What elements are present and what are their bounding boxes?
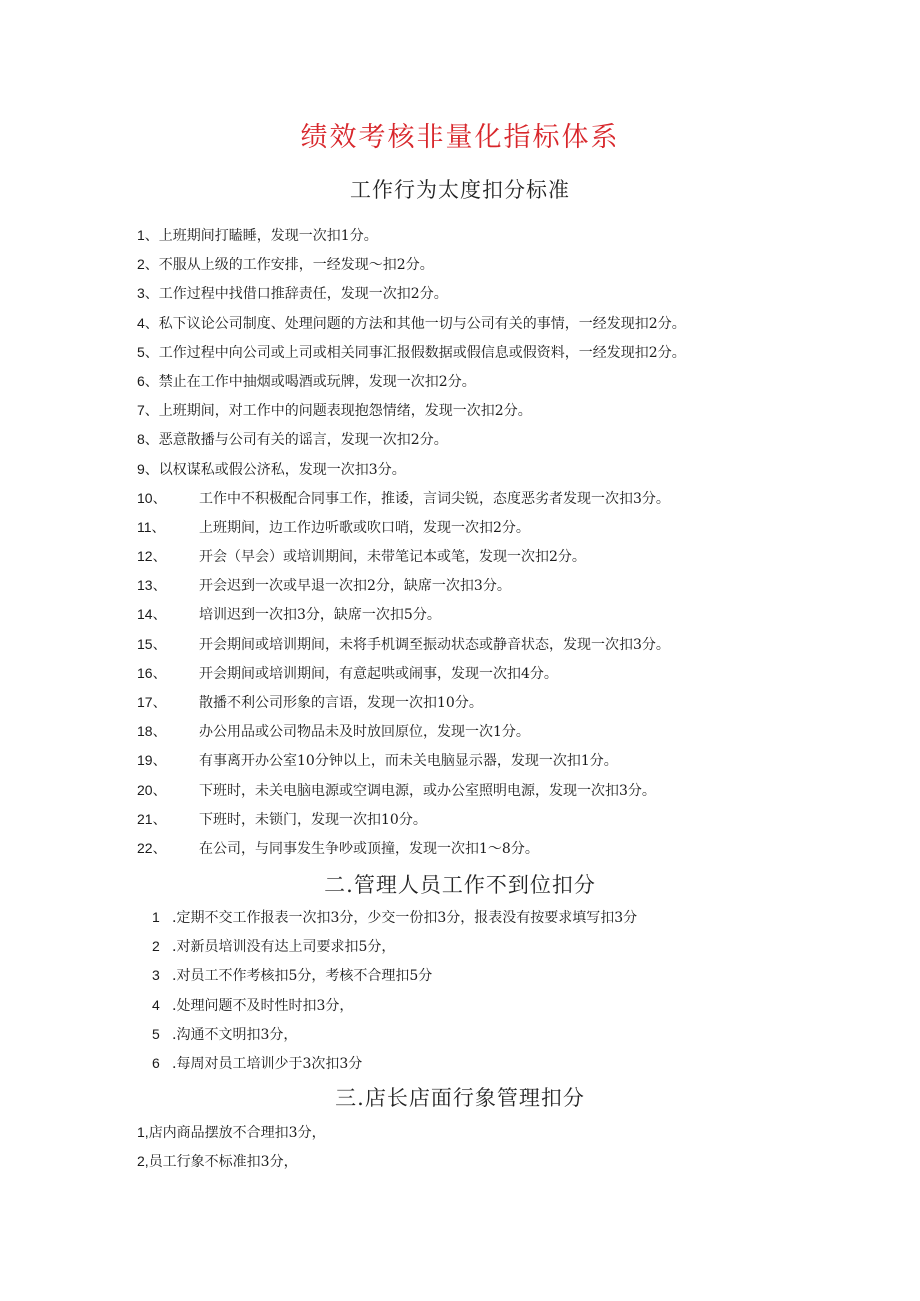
- item-text: .定期不交工作报表一次扣3分，少交一份扣3分，报表没有按要求填写扣3分: [172, 910, 638, 926]
- item-number: 15、: [137, 635, 167, 652]
- item-number: 1,: [137, 1124, 149, 1140]
- item-text: 开会（早会）或培训期间，未带笔记本或笔，发现一次扣2分。: [199, 549, 586, 566]
- item-number: 2: [152, 938, 160, 955]
- item-number: 7、: [137, 402, 159, 419]
- item-number: 8、: [137, 431, 159, 448]
- item-text: 开会期间或培训期间，有意起哄或闹事，发现一次扣4分。: [199, 665, 558, 682]
- list-item: [152, 991, 892, 1020]
- item-number: 4: [152, 996, 160, 1013]
- item-number: 2,: [137, 1153, 149, 1170]
- list-item: [152, 1049, 892, 1078]
- list-item: [137, 513, 897, 542]
- item-text: 恶意散播与公司有关的谣言，发现一次扣2分。: [158, 432, 448, 449]
- item-text: 开会期间或培训期间，未将手机调至振动状态或静音状态，发现一次扣3分。: [199, 636, 670, 653]
- list-item: [137, 1118, 877, 1147]
- item-number: 9、: [137, 460, 159, 477]
- item-text: 私下议论公司制度、处理问题的方法和其他一切与公司有关的事情，一经发现扣2分。: [158, 315, 686, 332]
- document-title: 绩效考核非量化指标体系: [300, 122, 620, 153]
- item-text: .处理问题不及时性时扣3分，: [172, 997, 354, 1014]
- list-item: [137, 600, 897, 629]
- item-number: 2、: [137, 256, 159, 273]
- list-item: [152, 1020, 892, 1049]
- item-number: 6: [152, 1054, 160, 1071]
- list-item: [137, 279, 897, 308]
- list-item: [137, 805, 897, 834]
- item-number: 14、: [137, 606, 167, 623]
- item-number: 16、: [137, 664, 167, 681]
- item-number: 21、: [137, 810, 167, 827]
- item-text: 开会迟到一次或早退一次扣2分，缺席一次扣3分。: [199, 578, 511, 595]
- section1-list: [137, 221, 897, 863]
- list-item: [137, 1147, 877, 1176]
- list-item: [137, 776, 897, 805]
- item-text: .沟通不文明扣3分，: [172, 1026, 298, 1043]
- item-number: 11、: [137, 518, 166, 535]
- item-number: 20、: [137, 781, 167, 798]
- list-item: [137, 425, 897, 454]
- list-item: [137, 250, 897, 279]
- list-item: [137, 542, 897, 571]
- item-text: 下班时，未关电脑电源或空调电源，或办公室照明电源，发现一次扣3分。: [199, 782, 656, 799]
- list-item: [137, 688, 897, 717]
- item-text: 培训迟到一次扣3分，缺席一次扣5分。: [199, 607, 441, 624]
- item-number: 18、: [137, 723, 167, 740]
- item-text: 上班期间，对工作中的问题表现抱怨情绪，发现一次扣2分。: [158, 403, 532, 420]
- item-text: .每周对员工培训少于3次扣3分: [172, 1055, 363, 1072]
- item-text: 散播不利公司形象的言语，发现一次扣10分。: [199, 695, 483, 711]
- item-text: 员工行象不标准扣3分，: [148, 1154, 298, 1171]
- section2-title: 二.管理人员工作不到位扣分: [324, 873, 596, 897]
- list-item: [137, 309, 897, 338]
- item-number: 6、: [137, 372, 159, 389]
- item-number: 5、: [137, 343, 159, 360]
- item-text: 在公司，与同事发生争吵或顶撞，发现一次扣1〜8分。: [199, 840, 539, 857]
- list-item: [137, 746, 897, 775]
- item-text: 禁止在工作中抽烟或喝酒或玩牌，发现一次扣2分。: [158, 373, 476, 390]
- list-item: [137, 338, 897, 367]
- section2-list: [152, 903, 892, 1078]
- item-number: 3: [152, 967, 160, 984]
- item-number: 4、: [137, 314, 159, 331]
- section3-list: [137, 1118, 877, 1176]
- item-text: 工作中不积极配合同事工作，推诿，言词尖锐，态度恶劣者发现一次扣3分。: [199, 490, 670, 507]
- item-text: 上班期间，边工作边听歌或吹口哨，发现一次扣2分。: [199, 519, 530, 536]
- item-number: 12、: [137, 548, 167, 565]
- list-item: [137, 717, 897, 746]
- list-item: [137, 367, 897, 396]
- list-item: [137, 221, 897, 250]
- section1-title: 工作行为太度扣分标准: [350, 178, 570, 202]
- list-item: [152, 903, 892, 932]
- item-number: 10、: [137, 489, 167, 506]
- item-number: 5: [152, 1025, 160, 1042]
- item-number: 17、: [137, 694, 167, 710]
- item-text: 上班期间打瞌睡，发现一次扣1分。: [158, 228, 378, 244]
- item-number: 1: [152, 909, 160, 925]
- item-number: 3、: [137, 285, 159, 302]
- section3-title: 三.店长店面行象管理扣分: [335, 1086, 585, 1110]
- item-text: 店内商品摆放不合理扣3分，: [148, 1125, 326, 1141]
- item-text: .对员工不作考核扣5分，考核不合理扣5分: [172, 968, 433, 985]
- list-item: [152, 961, 892, 990]
- item-number: 19、: [137, 752, 167, 769]
- item-text: 不服从上级的工作安排，一经发现〜扣2分。: [158, 257, 434, 274]
- list-item: [137, 571, 897, 600]
- item-number: 13、: [137, 577, 167, 594]
- item-text: 工作过程中找借口推辞责任，发现一次扣2分。: [158, 286, 448, 303]
- item-text: 以权谋私或假公济私，发现一次扣3分。: [158, 461, 406, 478]
- list-item: [137, 455, 897, 484]
- list-item: [137, 630, 897, 659]
- list-item: [137, 484, 897, 513]
- item-number: 1、: [137, 227, 159, 243]
- list-item: [137, 659, 897, 688]
- item-text: .对新员培训没有达上司要求扣5分，: [172, 939, 396, 956]
- item-text: 有事离开办公室10分钟以上，而未关电脑显示器，发现一次扣1分。: [199, 753, 618, 770]
- item-number: 22、: [137, 839, 167, 856]
- item-text: 下班时，未锁门，发现一次扣10分。: [199, 811, 427, 828]
- list-item: [152, 932, 892, 961]
- item-text: 办公用品或公司物品未及时放回原位，发现一次1分。: [199, 724, 530, 741]
- list-item: [137, 834, 897, 863]
- list-item: [137, 396, 897, 425]
- item-text: 工作过程中向公司或上司或相关同事汇报假数据或假信息或假资料，一经发现扣2分。: [158, 344, 686, 361]
